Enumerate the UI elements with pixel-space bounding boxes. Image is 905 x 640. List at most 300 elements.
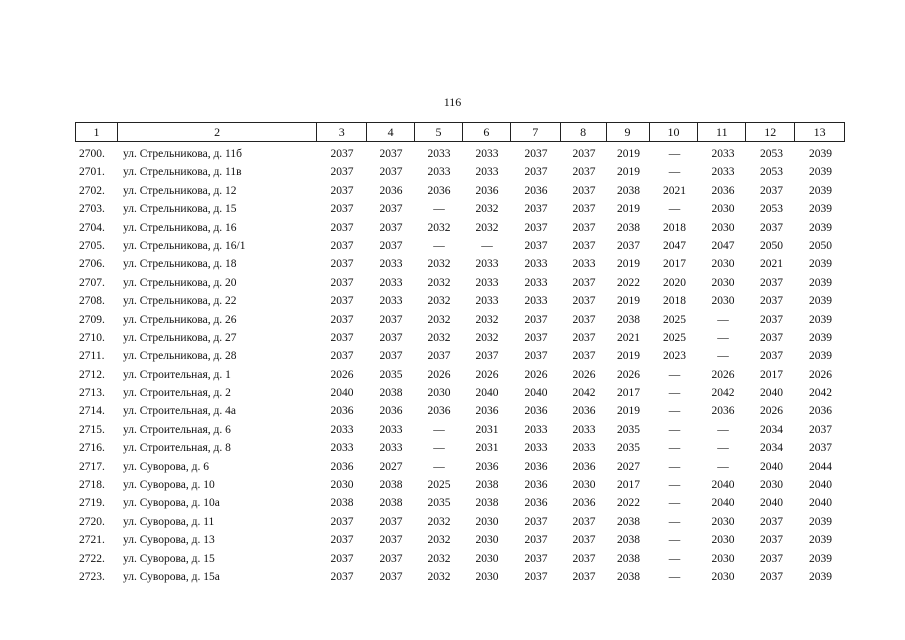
- table-row: [75, 513, 845, 531]
- year-cell: 2030: [475, 534, 499, 547]
- year-cell: 2032: [427, 552, 451, 565]
- year-cell: 2036: [475, 405, 499, 418]
- year-cell: 2033: [427, 148, 451, 160]
- year-cell: 2030: [475, 552, 499, 565]
- year-cell: 2042: [809, 387, 832, 400]
- year-cell: 2038: [379, 479, 403, 492]
- table-row: [75, 366, 845, 384]
- year-cell: 2038: [617, 313, 640, 326]
- year-cell: 2025: [663, 313, 686, 326]
- year-cell: 2026: [760, 405, 783, 418]
- year-cell: 2030: [711, 276, 735, 289]
- year-cell: 2033: [711, 166, 735, 179]
- year-cell: 2037: [330, 534, 354, 547]
- year-cell: 2037: [379, 203, 403, 216]
- year-cell: 2033: [711, 148, 735, 160]
- year-cell: 2019: [617, 295, 640, 308]
- address-cell: ул. Суворова, д. 15: [123, 552, 215, 565]
- year-cell: 2038: [330, 497, 354, 510]
- year-cell: 2033: [379, 295, 403, 308]
- year-cell: 2040: [711, 497, 735, 510]
- year-cell: 2037: [760, 331, 783, 344]
- table-row: [75, 329, 845, 347]
- year-cell: 2037: [379, 148, 403, 160]
- year-cell: 2033: [572, 442, 596, 455]
- year-cell: 2040: [475, 387, 499, 400]
- table-header: [75, 122, 845, 142]
- year-cell: 2033: [330, 442, 354, 455]
- year-cell: 2036: [524, 497, 548, 510]
- row-number: 2700.: [79, 148, 105, 160]
- year-cell: 2032: [427, 258, 451, 271]
- row-number: 2713.: [79, 387, 105, 400]
- year-cell: 2033: [475, 258, 499, 271]
- year-cell: —: [668, 515, 681, 528]
- year-cell: 2017: [617, 479, 640, 492]
- year-cell: 2033: [524, 258, 548, 271]
- year-cell: 2036: [379, 184, 403, 197]
- year-cell: 2036: [711, 184, 735, 197]
- year-cell: 2037: [379, 350, 403, 363]
- year-cell: 2019: [617, 166, 640, 179]
- year-cell: —: [668, 552, 681, 565]
- year-cell: 2035: [427, 497, 451, 510]
- year-cell: 2032: [427, 570, 451, 583]
- year-cell: —: [668, 387, 681, 400]
- year-cell: 2036: [524, 460, 548, 473]
- year-cell: 2037: [330, 148, 354, 160]
- address-cell: ул. Строительная, д. 1: [123, 368, 231, 381]
- year-cell: 2037: [330, 313, 354, 326]
- year-cell: 2037: [330, 350, 354, 363]
- year-cell: 2039: [809, 313, 832, 326]
- year-cell: 2037: [330, 221, 354, 234]
- table-row: [75, 458, 845, 476]
- year-cell: 2040: [809, 497, 832, 510]
- year-cell: 2037: [572, 350, 596, 363]
- year-cell: 2033: [524, 276, 548, 289]
- year-cell: 2032: [427, 515, 451, 528]
- column-header-1: 1: [76, 123, 118, 141]
- row-number: 2708.: [79, 295, 105, 308]
- year-cell: 2036: [524, 405, 548, 418]
- page-number: 116: [443, 95, 462, 109]
- year-cell: 2030: [427, 387, 451, 400]
- year-cell: 2039: [809, 148, 832, 160]
- year-cell: 2037: [379, 570, 403, 583]
- row-number: 2715.: [79, 423, 105, 436]
- column-header-10: 10: [650, 123, 699, 141]
- address-cell: ул. Суворова, д. 11: [123, 515, 215, 528]
- year-cell: 2037: [524, 203, 548, 216]
- year-cell: —: [668, 534, 681, 547]
- year-cell: 2037: [524, 534, 548, 547]
- year-cell: 2032: [475, 221, 499, 234]
- year-cell: 2030: [711, 534, 735, 547]
- year-cell: 2019: [617, 258, 640, 271]
- year-cell: 2038: [379, 387, 403, 400]
- year-cell: 2034: [760, 423, 783, 436]
- year-cell: 2037: [760, 313, 783, 326]
- year-cell: 2036: [809, 405, 832, 418]
- column-header-2: 2: [118, 123, 317, 141]
- year-cell: 2037: [524, 331, 548, 344]
- year-cell: 2026: [475, 368, 499, 381]
- year-cell: —: [668, 423, 681, 436]
- year-cell: 2019: [617, 203, 640, 216]
- year-cell: 2030: [475, 570, 499, 583]
- year-cell: 2037: [330, 515, 354, 528]
- year-cell: —: [668, 442, 681, 455]
- year-cell: 2026: [524, 368, 548, 381]
- table-row: [75, 182, 845, 200]
- year-cell: 2026: [330, 368, 354, 381]
- year-cell: 2033: [330, 423, 354, 436]
- year-cell: 2036: [475, 460, 499, 473]
- year-cell: 2021: [760, 258, 783, 271]
- address-cell: ул. Строительная, д. 4а: [123, 405, 236, 418]
- address-cell: ул. Стрельникова, д. 16: [123, 221, 237, 234]
- year-cell: 2037: [379, 221, 403, 234]
- year-cell: 2037: [760, 515, 783, 528]
- table-row: [75, 219, 845, 237]
- year-cell: 2018: [663, 221, 686, 234]
- address-cell: ул. Стрельникова, д. 20: [123, 276, 237, 289]
- year-cell: —: [668, 148, 681, 160]
- year-cell: 2026: [572, 368, 596, 381]
- year-cell: 2037: [760, 221, 783, 234]
- year-cell: 2040: [760, 497, 783, 510]
- year-cell: 2032: [427, 295, 451, 308]
- row-number: 2723.: [79, 570, 105, 583]
- row-number: 2701.: [79, 166, 105, 179]
- row-number: 2720.: [79, 515, 105, 528]
- year-cell: 2037: [330, 166, 354, 179]
- address-cell: ул. Суворова, д. 10: [123, 479, 215, 492]
- year-cell: 2037: [572, 221, 596, 234]
- year-cell: 2039: [809, 276, 832, 289]
- year-cell: 2037: [524, 166, 548, 179]
- year-cell: 2037: [524, 570, 548, 583]
- year-cell: 2036: [330, 460, 354, 473]
- year-cell: 2030: [711, 570, 735, 583]
- year-cell: 2040: [809, 479, 832, 492]
- column-header-9: 9: [607, 123, 650, 141]
- year-cell: 2033: [379, 442, 403, 455]
- year-cell: —: [668, 570, 681, 583]
- year-cell: 2022: [617, 497, 640, 510]
- year-cell: 2040: [524, 387, 548, 400]
- address-cell: ул. Стрельникова, д. 12: [123, 184, 237, 197]
- row-number: 2722.: [79, 552, 105, 565]
- year-cell: 2033: [379, 423, 403, 436]
- year-cell: —: [433, 423, 445, 436]
- year-cell: 2037: [572, 295, 596, 308]
- year-cell: 2035: [617, 423, 640, 436]
- year-cell: 2027: [617, 460, 640, 473]
- year-cell: 2032: [427, 331, 451, 344]
- row-number: 2702.: [79, 184, 105, 197]
- year-cell: 2030: [330, 479, 354, 492]
- year-cell: 2039: [809, 184, 832, 197]
- year-cell: 2035: [617, 442, 640, 455]
- year-cell: —: [717, 460, 729, 473]
- table-row: [75, 476, 845, 494]
- year-cell: 2037: [809, 423, 832, 436]
- year-cell: —: [433, 239, 445, 252]
- row-number: 2714.: [79, 405, 105, 418]
- column-header-13: 13: [813, 125, 826, 139]
- year-cell: 2032: [427, 313, 451, 326]
- year-cell: 2037: [475, 350, 499, 363]
- year-cell: 2019: [617, 148, 640, 160]
- year-cell: 2037: [572, 276, 596, 289]
- year-cell: 2037: [330, 239, 354, 252]
- year-cell: 2037: [572, 166, 596, 179]
- year-cell: 2047: [711, 239, 735, 252]
- year-cell: 2037: [760, 295, 783, 308]
- column-header-6: 6: [463, 123, 511, 141]
- address-cell: ул. Суворова, д. 10а: [123, 497, 220, 510]
- year-cell: —: [717, 442, 729, 455]
- year-cell: 2038: [617, 552, 640, 565]
- year-cell: 2038: [617, 515, 640, 528]
- table-row: [75, 421, 845, 439]
- year-cell: 2036: [427, 184, 451, 197]
- year-cell: 2030: [711, 552, 735, 565]
- address-cell: ул. Стрельникова, д. 11в: [123, 166, 242, 179]
- year-cell: 2030: [711, 221, 735, 234]
- column-header-3: 3: [317, 123, 367, 141]
- year-cell: 2033: [379, 258, 403, 271]
- year-cell: 2026: [617, 368, 640, 381]
- year-cell: 2030: [572, 479, 596, 492]
- table-row: [75, 347, 845, 365]
- year-cell: 2039: [809, 203, 832, 216]
- year-cell: 2044: [809, 460, 832, 473]
- year-cell: 2026: [427, 368, 451, 381]
- year-cell: 2026: [809, 368, 832, 381]
- year-cell: 2036: [524, 184, 548, 197]
- year-cell: 2037: [379, 515, 403, 528]
- year-cell: 2019: [617, 350, 640, 363]
- year-cell: 2033: [475, 276, 499, 289]
- year-cell: 2032: [475, 331, 499, 344]
- year-cell: 2050: [760, 239, 783, 252]
- address-cell: ул. Суворова, д. 6: [123, 460, 209, 473]
- year-cell: 2036: [330, 405, 354, 418]
- table-row: [75, 311, 845, 329]
- year-cell: 2053: [760, 166, 783, 179]
- year-cell: 2017: [617, 387, 640, 400]
- address-cell: ул. Стрельникова, д. 15: [123, 203, 237, 216]
- year-cell: 2036: [475, 184, 499, 197]
- year-cell: —: [717, 313, 729, 326]
- year-cell: 2026: [711, 368, 735, 381]
- year-cell: 2037: [572, 313, 596, 326]
- year-cell: 2027: [379, 460, 403, 473]
- column-header-8: 8: [561, 123, 607, 141]
- row-number: 2719.: [79, 497, 105, 510]
- address-cell: ул. Стрельникова, д. 16/1: [123, 239, 246, 252]
- row-number: 2707.: [79, 276, 105, 289]
- year-cell: 2036: [572, 460, 596, 473]
- year-cell: 2037: [379, 166, 403, 179]
- row-number: 2717.: [79, 460, 105, 473]
- year-cell: 2036: [572, 405, 596, 418]
- year-cell: 2033: [524, 295, 548, 308]
- year-cell: —: [717, 331, 729, 344]
- year-cell: —: [668, 166, 681, 179]
- address-cell: ул. Стрельникова, д. 11б: [123, 148, 242, 160]
- year-cell: 2039: [809, 331, 832, 344]
- table-row: [75, 292, 845, 310]
- year-cell: 2033: [572, 423, 596, 436]
- column-header-7: 7: [511, 123, 561, 141]
- row-number: 2721.: [79, 534, 105, 547]
- year-cell: —: [668, 405, 681, 418]
- year-cell: 2037: [809, 442, 832, 455]
- year-cell: 2033: [475, 166, 499, 179]
- table-row: [75, 274, 845, 292]
- year-cell: 2039: [809, 166, 832, 179]
- year-cell: 2036: [572, 497, 596, 510]
- year-cell: 2039: [809, 515, 832, 528]
- year-cell: 2037: [379, 534, 403, 547]
- year-cell: 2037: [572, 203, 596, 216]
- year-cell: 2032: [427, 534, 451, 547]
- address-cell: ул. Стрельникова, д. 22: [123, 295, 237, 308]
- year-cell: 2038: [475, 479, 499, 492]
- address-cell: ул. Стрельникова, д. 26: [123, 313, 237, 326]
- year-cell: —: [668, 497, 681, 510]
- address-cell: ул. Строительная, д. 2: [123, 387, 231, 400]
- year-cell: 2037: [572, 331, 596, 344]
- row-number: 2712.: [79, 368, 105, 381]
- year-cell: 2036: [379, 405, 403, 418]
- row-number: 2718.: [79, 479, 105, 492]
- year-cell: 2039: [809, 295, 832, 308]
- row-number: 2706.: [79, 258, 105, 271]
- year-cell: 2037: [330, 184, 354, 197]
- year-cell: 2033: [524, 423, 548, 436]
- row-number: 2710.: [79, 331, 105, 344]
- year-cell: 2039: [809, 258, 832, 271]
- year-cell: 2037: [760, 184, 783, 197]
- address-cell: ул. Стрельникова, д. 27: [123, 331, 237, 344]
- table-row: [75, 145, 845, 163]
- year-cell: 2030: [711, 258, 735, 271]
- year-cell: 2025: [427, 479, 451, 492]
- year-cell: 2037: [379, 552, 403, 565]
- column-header-12: 12: [746, 123, 795, 141]
- year-cell: 2053: [760, 148, 783, 160]
- year-cell: 2033: [427, 166, 451, 179]
- year-cell: 2038: [617, 534, 640, 547]
- year-cell: 2032: [427, 221, 451, 234]
- year-cell: 2036: [524, 479, 548, 492]
- year-cell: 2037: [572, 148, 596, 160]
- year-cell: 2037: [330, 570, 354, 583]
- year-cell: —: [668, 460, 681, 473]
- year-cell: 2022: [617, 276, 640, 289]
- year-cell: 2017: [663, 258, 686, 271]
- year-cell: 2037: [524, 239, 548, 252]
- year-cell: 2047: [663, 239, 686, 252]
- year-cell: 2037: [760, 534, 783, 547]
- year-cell: 2033: [572, 258, 596, 271]
- year-cell: 2018: [663, 295, 686, 308]
- year-cell: —: [717, 423, 729, 436]
- year-cell: 2037: [524, 148, 548, 160]
- year-cell: 2037: [330, 276, 354, 289]
- year-cell: 2037: [572, 552, 596, 565]
- year-cell: 2036: [427, 405, 451, 418]
- year-cell: 2033: [379, 276, 403, 289]
- year-cell: 2040: [760, 387, 783, 400]
- year-cell: 2040: [330, 387, 354, 400]
- year-cell: 2037: [379, 239, 403, 252]
- address-cell: ул. Строительная, д. 6: [123, 423, 231, 436]
- address-cell: ул. Суворова, д. 15а: [123, 570, 220, 583]
- year-cell: —: [668, 479, 681, 492]
- year-cell: 2030: [475, 515, 499, 528]
- year-cell: 2038: [617, 184, 640, 197]
- year-cell: 2037: [379, 313, 403, 326]
- year-cell: 2053: [760, 203, 783, 216]
- year-cell: 2037: [524, 552, 548, 565]
- year-cell: 2039: [809, 570, 832, 583]
- year-cell: 2030: [760, 479, 783, 492]
- year-cell: 2021: [663, 184, 686, 197]
- year-cell: 2042: [572, 387, 596, 400]
- year-cell: 2037: [330, 331, 354, 344]
- table-row: [75, 384, 845, 402]
- year-cell: 2038: [617, 570, 640, 583]
- table-row: [75, 568, 845, 586]
- year-cell: 2037: [572, 184, 596, 197]
- address-cell: ул. Стрельникова, д. 28: [123, 350, 237, 363]
- year-cell: 2037: [572, 239, 596, 252]
- year-cell: 2033: [475, 148, 499, 160]
- year-cell: 2037: [330, 552, 354, 565]
- year-cell: 2030: [711, 295, 735, 308]
- year-cell: 2037: [524, 350, 548, 363]
- year-cell: 2032: [475, 203, 499, 216]
- year-cell: 2039: [809, 221, 832, 234]
- table-row: [75, 163, 845, 181]
- year-cell: —: [717, 350, 729, 363]
- year-cell: 2037: [572, 515, 596, 528]
- year-cell: 2037: [524, 221, 548, 234]
- year-cell: 2030: [711, 515, 735, 528]
- year-cell: 2032: [427, 276, 451, 289]
- year-cell: 2021: [617, 331, 640, 344]
- row-number: 2703.: [79, 203, 105, 216]
- year-cell: —: [481, 239, 493, 252]
- row-number: 2705.: [79, 239, 105, 252]
- table-row: [75, 494, 845, 512]
- table-row: [75, 531, 845, 549]
- year-cell: 2037: [524, 515, 548, 528]
- year-cell: —: [433, 442, 445, 455]
- year-cell: 2031: [475, 442, 499, 455]
- address-cell: ул. Стрельникова, д. 18: [123, 258, 237, 271]
- year-cell: 2037: [760, 276, 783, 289]
- year-cell: 2037: [524, 313, 548, 326]
- year-cell: 2019: [617, 405, 640, 418]
- column-header-4: 4: [367, 123, 415, 141]
